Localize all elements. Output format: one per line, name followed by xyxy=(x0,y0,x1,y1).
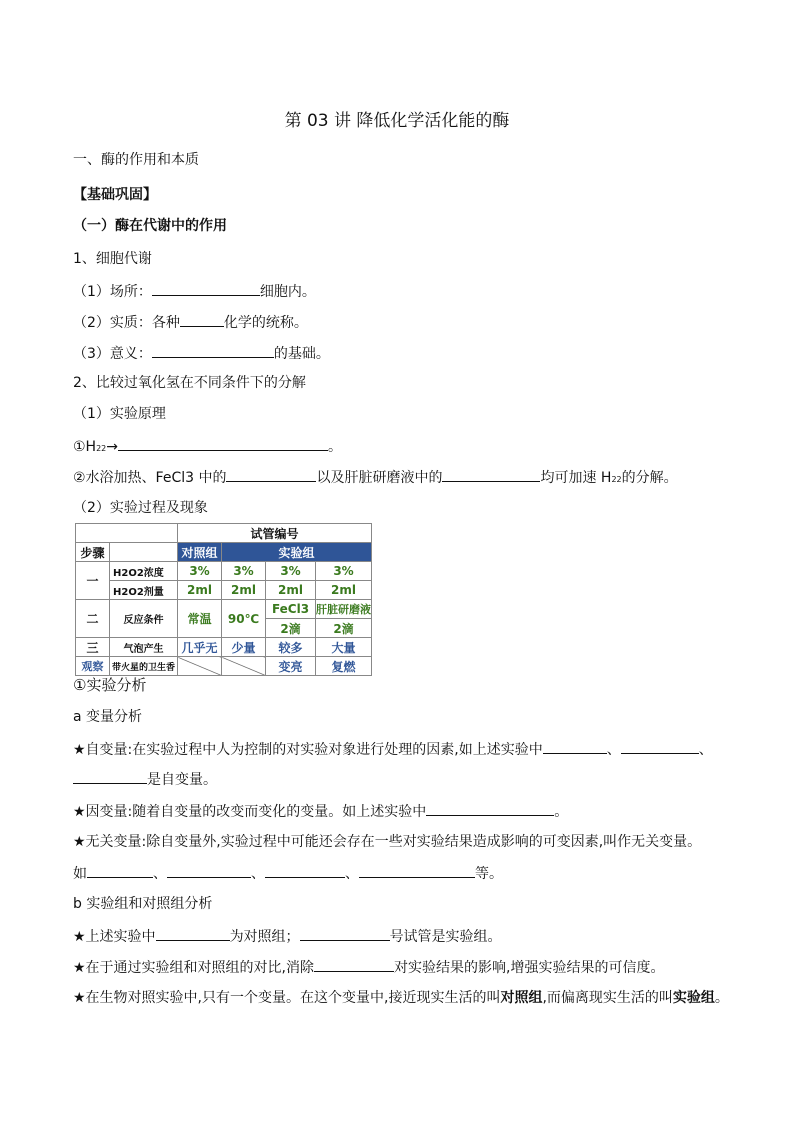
item-2: 2、比较过氧化氢在不同条件下的分解 xyxy=(73,375,306,391)
examples-blank-1[interactable] xyxy=(87,864,153,878)
page-title: 第 03 讲 降低化学活化能的酶 xyxy=(284,111,510,131)
incense-cell: 变亮 xyxy=(266,657,316,676)
meaning-blank[interactable] xyxy=(152,344,274,358)
comparison-line xyxy=(73,958,664,977)
essence-blank[interactable] xyxy=(180,313,224,327)
variable-analysis-heading: a 变量分析 xyxy=(73,709,143,725)
incense-cell: 复燃 xyxy=(316,657,372,676)
control-group-blank[interactable] xyxy=(156,927,230,941)
drops-cell: 2滴 xyxy=(266,619,316,638)
equation-blank[interactable] xyxy=(118,437,328,451)
bubble-cell: 少量 xyxy=(222,638,266,657)
independent-variable-line-2 xyxy=(73,770,217,789)
principle-2-subscript: 22 xyxy=(611,475,622,484)
basic-heading: 【基础巩固】 xyxy=(73,187,157,203)
independent-text: ★自变量:在实验过程中人为控制的对实验对象进行处理的因素,如上述实验中 xyxy=(73,742,543,758)
group-text-b: 为对照组； xyxy=(229,929,300,945)
examples-suffix: 等。 xyxy=(475,866,503,882)
dependent-blank[interactable] xyxy=(426,802,554,816)
independent-blank-3[interactable] xyxy=(73,770,147,784)
essence-label: （2）实质：各种 xyxy=(73,315,180,331)
step-1: 一 xyxy=(76,562,110,600)
dependent-variable-line xyxy=(73,802,568,821)
tube-number-header: 试管编号 xyxy=(178,524,372,543)
equation-subscript: 22 xyxy=(96,444,107,453)
irrelevant-variable-line: ★无关变量:除自变量外,实验过程中可能还会存在一些对实验结果造成影响的可变因素,叫作无关变量。 xyxy=(73,834,702,850)
principle-2-text-c: 均可加速 H xyxy=(540,470,612,486)
control-group-term: 对照组 xyxy=(500,990,543,1006)
place-label: （1）场所： xyxy=(73,284,152,300)
independent-variable-line xyxy=(73,740,713,759)
place-suffix: 细胞内。 xyxy=(259,284,316,300)
slash-cell xyxy=(222,657,266,676)
essence-line xyxy=(73,313,308,332)
examples-prefix: 如 xyxy=(73,866,87,882)
place-line xyxy=(73,282,316,301)
principle-2-blank-1[interactable] xyxy=(226,468,316,482)
irrelevant-examples-line xyxy=(73,864,503,883)
independent-suffix: 是自变量。 xyxy=(147,772,217,788)
place-blank[interactable] xyxy=(152,282,260,296)
comparison-text-a: ★在于通过实验组和对照组的对比,消除 xyxy=(73,960,314,976)
experiment-group-term: 实验组 xyxy=(672,990,715,1006)
control-group-header: 对照组 xyxy=(178,543,222,562)
group-text-c: 号试管是实验组。 xyxy=(389,929,502,945)
conc-cell: 3% xyxy=(222,562,266,581)
dose-cell: 2ml xyxy=(316,581,372,600)
dependent-text: ★因变量:随着自变量的改变而变化的变量。如上述实验中 xyxy=(73,804,427,820)
drops-cell: 2滴 xyxy=(316,619,372,638)
item-1: 1、细胞代谢 xyxy=(73,251,152,267)
slash-cell xyxy=(178,657,222,676)
step-2: 二 xyxy=(76,600,110,638)
independent-blank-1[interactable] xyxy=(543,740,607,754)
dose-cell: 2ml xyxy=(266,581,316,600)
dose-cell: 2ml xyxy=(178,581,222,600)
analysis-heading: ①实验分析 xyxy=(73,676,147,694)
dependent-end: 。 xyxy=(554,804,569,820)
equation-end: 。 xyxy=(328,439,342,455)
examples-blank-3[interactable] xyxy=(265,864,345,878)
group-line xyxy=(73,927,502,946)
equation-prefix: ①H xyxy=(73,439,97,455)
principle-2-line xyxy=(73,468,678,489)
examples-blank-4[interactable] xyxy=(359,864,475,878)
step-header-blank xyxy=(110,543,178,562)
bubble-cell: 较多 xyxy=(266,638,316,657)
experiment-table xyxy=(75,523,372,676)
control-text-a: ★在生物对照实验中,只有一个变量。在这个变量中,接近现实生活的叫 xyxy=(73,990,501,1006)
principle-heading: （1）实验原理 xyxy=(73,406,166,422)
comparison-text-b: 对实验结果的影响,增强实验结果的可信度。 xyxy=(394,960,665,976)
step-3: 三 xyxy=(76,638,110,657)
step-header: 步骤 xyxy=(76,543,110,562)
experiment-group-blank[interactable] xyxy=(300,927,390,941)
meaning-suffix: 的基础。 xyxy=(273,346,330,362)
group-text-a: ★上述实验中 xyxy=(73,929,156,945)
meaning-label: （3）意义： xyxy=(73,346,152,362)
separator: 、 xyxy=(345,866,359,882)
condition-cell: 肝脏研磨液 xyxy=(316,600,372,619)
principle-2-text-a: ②水浴加热、FeCl3 中的 xyxy=(73,470,227,486)
conc-cell: 3% xyxy=(316,562,372,581)
observe-label: 观察 xyxy=(76,657,110,676)
independent-blank-2[interactable] xyxy=(621,740,699,754)
process-heading: （2）实验过程及现象 xyxy=(73,500,208,516)
equation-line xyxy=(73,437,342,458)
essence-suffix: 化学的统称。 xyxy=(223,315,308,331)
examples-blank-2[interactable] xyxy=(167,864,251,878)
bubble-cell: 几乎无 xyxy=(178,638,222,657)
separator: 、 xyxy=(153,866,167,882)
principle-2-blank-2[interactable] xyxy=(442,468,540,482)
bubble-label: 气泡产生 xyxy=(110,638,178,657)
equation-arrow: → xyxy=(106,439,118,455)
group-analysis-heading: b 实验组和对照组分析 xyxy=(73,896,213,912)
incense-label: 带火星的卫生香 xyxy=(110,657,178,676)
table-corner xyxy=(76,524,178,543)
separator: 、 xyxy=(698,742,713,758)
principle-2-text-b: 以及肝脏研磨液中的 xyxy=(316,470,443,486)
control-text-c: ,而偏离现实生活的叫 xyxy=(542,990,673,1006)
dose-label: H2O2剂量 xyxy=(110,581,178,600)
subsection-heading: （一）酶在代谢中的作用 xyxy=(73,218,227,234)
separator: 、 xyxy=(251,866,265,882)
condition-cell: 常温 xyxy=(178,600,222,638)
experiment-group-header: 实验组 xyxy=(222,543,372,562)
conc-label: H2O2浓度 xyxy=(110,562,178,581)
meaning-line xyxy=(73,344,330,363)
principle-2-text-d: 的分解。 xyxy=(621,470,678,486)
conc-cell: 3% xyxy=(178,562,222,581)
section-heading-1: 一、酶的作用和本质 xyxy=(73,152,199,168)
separator: 、 xyxy=(606,742,621,758)
condition-cell: 90℃ xyxy=(222,600,266,638)
control-line xyxy=(73,989,729,1007)
conc-cell: 3% xyxy=(266,562,316,581)
condition-label: 反应条件 xyxy=(110,600,178,638)
dose-cell: 2ml xyxy=(222,581,266,600)
bubble-cell: 大量 xyxy=(316,638,372,657)
control-text-e: 。 xyxy=(714,990,729,1006)
condition-cell: FeCl3 xyxy=(266,600,316,619)
comparison-blank[interactable] xyxy=(314,958,394,972)
